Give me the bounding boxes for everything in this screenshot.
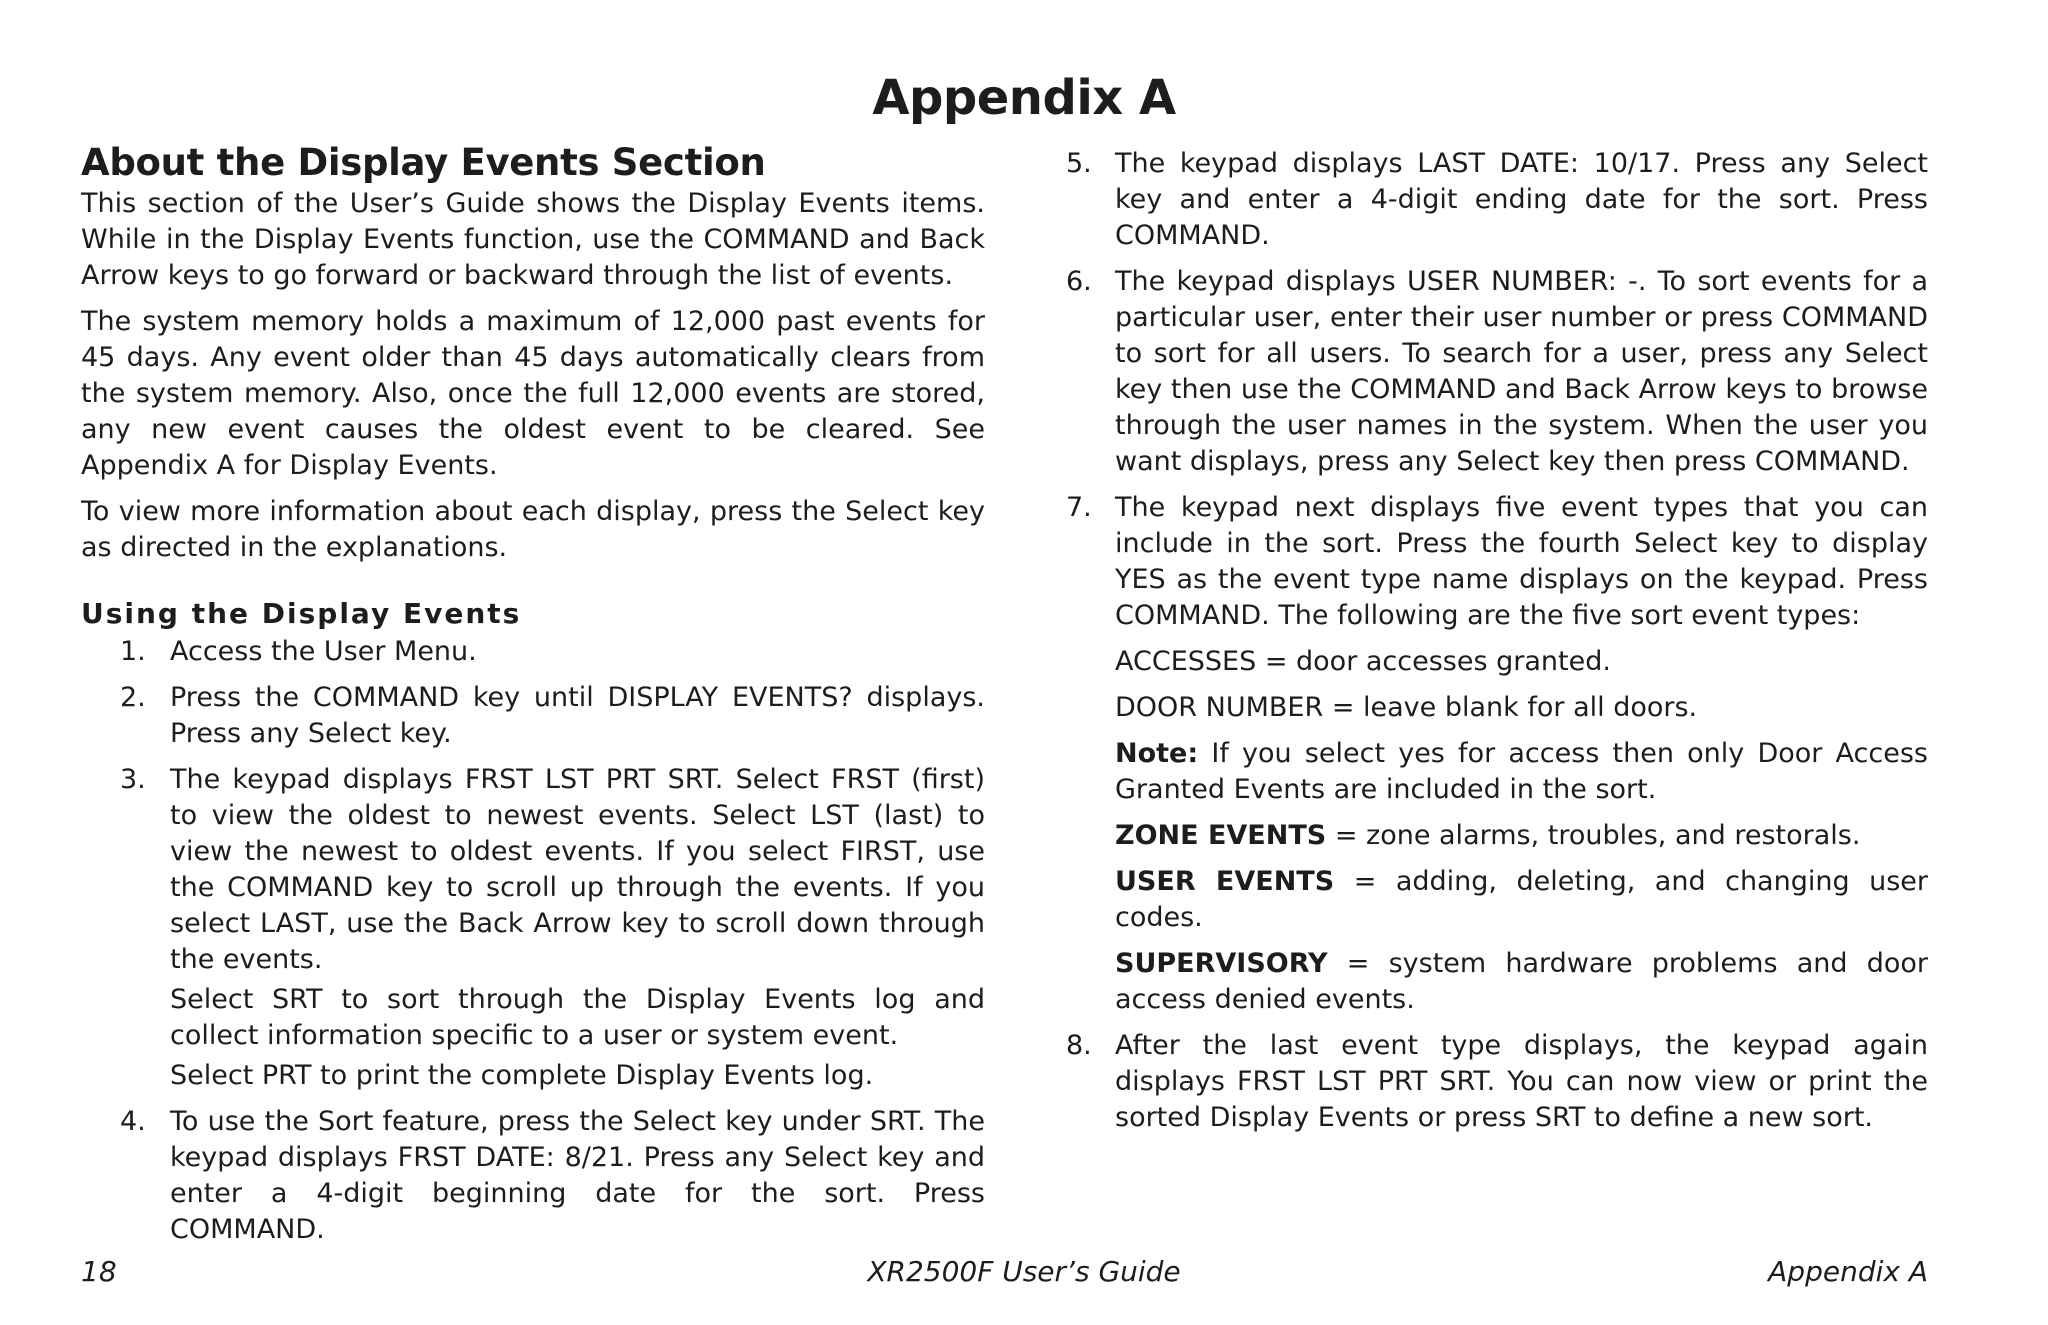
step-text: Press the COMMAND key until DISPLAY EVENTS? displays. Press any Select key. — [170, 682, 985, 749]
supervisory-label: SUPERVISORY — [1115, 948, 1328, 979]
step-text: To use the Sort feature, press the Select key under SRT. The keypad displays FRST DATE: 8/21. Press any Select key and enter a 4-digit beginning date for the sort. Press COMMAND. — [170, 1106, 985, 1245]
step-text: The keypad displays LAST DATE: 10/17. Press any Select key and enter a 4-digit ending date for the sort. Press COMMAND. — [1115, 148, 1928, 251]
step-number: 8. — [1066, 1030, 1092, 1061]
step-number: 5. — [1066, 148, 1092, 179]
user-events-text: = adding, deleting, and changing user codes. — [1115, 866, 1929, 933]
step-number: 1. — [120, 636, 146, 667]
step-number: 3. — [120, 764, 146, 795]
zone-events-label: ZONE EVENTS — [1115, 820, 1327, 851]
list-item — [1066, 146, 1928, 254]
left-column — [81, 140, 985, 1258]
step-number: 6. — [1066, 266, 1092, 297]
step-subtext: Select SRT to sort through the Display Events log and collect information specific to a user or system event. — [170, 984, 985, 1051]
def-user-events — [1115, 864, 1928, 936]
list-item — [1066, 264, 1928, 480]
def-accesses: ACCESSES = door accesses granted. — [1115, 646, 1611, 677]
step-subtext: Select PRT to print the complete Display Events log. — [170, 1060, 874, 1091]
section-heading: About the Display Events Section — [81, 141, 766, 184]
intro-paragraph: This section of the User’s Guide shows the Display Events items. While in the Display Events function, use the COMMAND and Back Arrow keys to go forward or backward through the list of events. — [81, 188, 985, 291]
step-text: The keypad displays USER NUMBER: -. To sort events for a particular user, enter their user number or press COMMAND to sort for all users. To search for a user, press any Select key then use the COMMAND and Back Arrow keys to browse through the user names in the system. When the user you want displays, press any Select key then press COMMAND. — [1115, 266, 1928, 477]
step-number: 7. — [1066, 492, 1092, 523]
list-item — [1066, 1028, 1928, 1136]
user-events-label: USER EVENTS — [1115, 866, 1335, 897]
zone-events-text: = zone alarms, troubles, and restorals. — [1334, 820, 1861, 851]
note-label: Note: — [1115, 738, 1199, 769]
step-number: 4. — [120, 1106, 146, 1137]
sub-heading: Using the Display Events — [81, 597, 522, 630]
step-text: After the last event type displays, the keypad again displays FRST LST PRT SRT. You can now view or print the sorted Display Events or press SRT to define a new sort. — [1115, 1030, 1928, 1133]
note-text: If you select yes for access then only Door Access Granted Events are included in the sort. — [1115, 738, 1928, 805]
supervisory-text: = system hardware problems and door access denied events. — [1115, 948, 1928, 1015]
def-zone-events — [1115, 818, 1928, 854]
step-text: Access the User Menu. — [170, 636, 477, 667]
step-text: The keypad next displays five event types that you can include in the sort. Press the fourth Select key to display YES as the event type name displays on the keypad. Press COMMAND. The following are the five sort event types: — [1115, 492, 1928, 631]
list-item — [81, 634, 985, 670]
steps-list — [1066, 146, 1928, 1136]
page-title: Appendix A — [872, 70, 1176, 126]
select-key-paragraph: To view more information about each display, press the Select key as directed in the explanations. — [81, 496, 985, 563]
right-column — [1066, 146, 1928, 1146]
memory-paragraph: The system memory holds a maximum of 12,000 past events for 45 days. Any event older than 45 days automatically clears from the system memory. Also, once the full 12,000 events are stored, any new event causes the oldest event to be cleared. See Appendix A for Display Events. — [81, 306, 985, 481]
list-item — [81, 1104, 985, 1248]
step-number: 2. — [120, 682, 146, 713]
list-item — [81, 762, 985, 1094]
def-supervisory — [1115, 946, 1928, 1018]
footer-section: Appendix A — [1768, 1255, 1928, 1288]
footer-page-number: 18 — [81, 1255, 117, 1288]
footer-guide-title: XR2500F User’s Guide — [867, 1255, 1181, 1288]
note — [1115, 736, 1928, 808]
step-text: The keypad displays FRST LST PRT SRT. Select FRST (first) to view the oldest to newest events. Select LST (last) to view the newest to oldest events. If you select FIRST, use the COMMAND key to scroll up through the events. If you select LAST, use the Back Arrow key to scroll down through the events. — [170, 764, 985, 975]
def-door-number: DOOR NUMBER = leave blank for all doors. — [1115, 692, 1698, 723]
list-item — [81, 680, 985, 752]
list-item — [1066, 490, 1928, 1018]
steps-list — [81, 634, 985, 1248]
